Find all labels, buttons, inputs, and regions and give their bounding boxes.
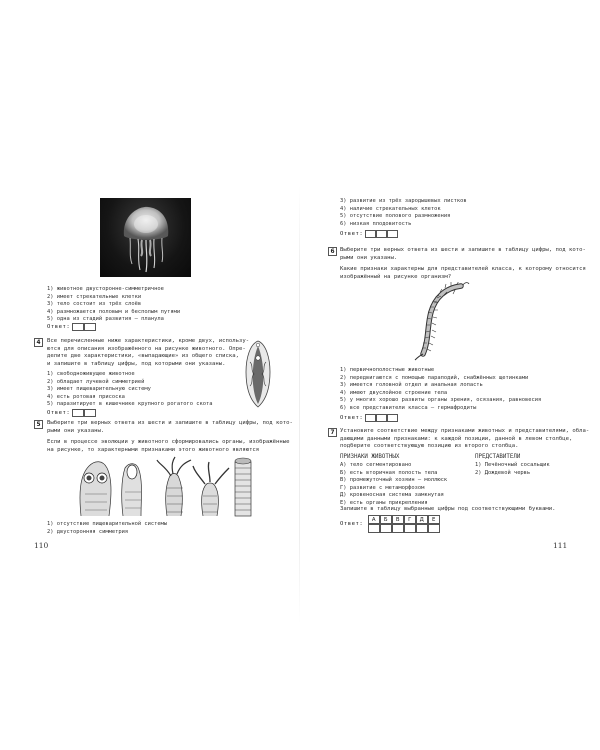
q6-stem-line-2: изображённый на рисунке организм? (340, 273, 452, 280)
q5-option-6: 6) низкая плодовитость (340, 220, 412, 227)
page-number-left: 110 (34, 541, 49, 550)
q7-col-header-d: Д (416, 515, 428, 524)
q6-option-3: 3) имеется головной отдел и анальная лопасть (340, 382, 483, 388)
q7-text (340, 428, 589, 451)
page-number-right: 111 (553, 541, 568, 550)
q4-text-line-2: ются для описания изображённого на рисунке животного. Опре- (47, 345, 246, 352)
q4-option-4: 4) есть ротовая присоска (47, 393, 125, 400)
q5-number: 5 (34, 420, 43, 429)
q4-answer-box-1[interactable] (72, 409, 84, 417)
q3-option-3: 3) тело состоит из трёх слоёв (47, 301, 142, 307)
q5-answer-box-2[interactable] (376, 230, 387, 238)
q5-options (47, 521, 167, 536)
q7-number: 7 (328, 428, 337, 437)
q5-stem (47, 439, 289, 454)
q5-text-line-1: Выберите три верных ответа из шести и запишите в таблицу цифры, под кото- (47, 420, 293, 426)
q7-col-header-v: В (392, 515, 404, 524)
q5-answer-box-1[interactable] (365, 230, 376, 238)
q4-number: 4 (34, 338, 43, 347)
scolex-figure-1 (80, 462, 111, 516)
q4-text-line-4: и запишите в таблицу цифры, под которыми они указаны. (47, 360, 226, 367)
q5-answer-label: Ответ: (340, 231, 364, 237)
q3-option-2: 2) имеет стрекательные клетки (47, 293, 142, 300)
q4-text-line-3: делите две характеристики, «выпадающие» из общего списка, (47, 353, 239, 360)
q7-col-header-b: Б (380, 515, 392, 524)
right-page (300, 0, 600, 750)
q7-feature-e: Е) есть органы прикрепления (340, 499, 428, 506)
q5-stem-line-1: Если в процессе эволюции у животного сформировались органы, изображённые (47, 439, 290, 445)
q7-instruction: Запишите в таблицу выбранные цифры под соответствующими буквами. (340, 506, 556, 512)
q7-col-header-g: Г (404, 515, 416, 524)
q7-answer-cell-b[interactable] (380, 524, 392, 533)
tapeworm-scolex-illustrations (75, 456, 260, 518)
q7-text-line-2: дающими данными признаками: к каждой позиции, данной в левом столбце, (340, 435, 573, 442)
q6-answer-box-2[interactable] (376, 414, 387, 422)
q6-stem (340, 266, 586, 281)
q5-option-4: 4) наличие стрекательных клеток (340, 205, 441, 212)
q4-option-3: 3) имеет пищеварительную систему (47, 386, 151, 392)
q3-answer-box-2[interactable] (84, 323, 96, 331)
scolex-figure-5 (235, 458, 251, 516)
scolex-figure-4 (193, 462, 229, 516)
q6-option-6: 6) все представители класса — гермафродиты (340, 404, 477, 411)
q7-features (340, 462, 447, 507)
q4-answer-box-2[interactable] (84, 409, 96, 417)
q3-option-4: 4) размножается половым и бесполым путями (47, 308, 181, 315)
q5-option-1: 1) отсутствие пищеварительной системы (47, 521, 168, 527)
jellyfish-image (100, 198, 191, 277)
q6-text-line-2: рыми они указаны. (340, 254, 398, 261)
q6-answer (340, 414, 410, 422)
q6-number: 6 (328, 247, 337, 256)
q3-option-5: 5) одна из стадий развития — планула (47, 316, 164, 322)
q6-answer-label: Ответ: (340, 415, 364, 421)
q5-option-2: 2) двусторонняя симметрия (47, 528, 129, 535)
q6-option-1: 1) первичнополостные животные (340, 367, 435, 373)
q7-representative-2: 2) Дождевой червь (475, 469, 531, 476)
q7-text-line-1: Установите соответствие между признаками животных и представителями, обла- (340, 428, 590, 434)
q5-text-line-2: рыми они указаны. (47, 427, 105, 434)
q7-feature-a: А) тело сегментировано (340, 462, 412, 468)
q7-representative-1: 1) Печёночный сосальщик (475, 462, 550, 468)
fluke-illustration (240, 338, 276, 410)
q7-feature-v: В) промежуточный хозяин — моллюск (340, 477, 448, 483)
q4-answer (47, 409, 107, 417)
q7-text-line-3: подберите соответствующую позицию из второго столбца. (340, 443, 519, 450)
q5-option-3: 3) развитие из трёх зародышевых листков (340, 198, 467, 204)
scolex-figure-2 (122, 464, 142, 516)
q7-representatives-header: ПРЕДСТАВИТЕЛИ (475, 454, 521, 460)
q6-option-5: 5) у многих хорошо развиты органы зрения, осязания, равновесия (340, 397, 542, 403)
q7-answer-cell-d[interactable] (416, 524, 428, 533)
q7-representatives (475, 462, 550, 477)
nereis-worm-illustration (405, 282, 475, 362)
q6-answer-box-3[interactable] (387, 414, 398, 422)
q3-answer (47, 323, 107, 331)
q7-answer (340, 515, 500, 535)
jellyfish-photo (100, 198, 191, 277)
q5-continued-options (340, 198, 467, 228)
q7-col-header-a: А (368, 515, 380, 524)
q4-text-line-1: Все перечисленные ниже характеристики, кроме двух, использу- (47, 338, 250, 344)
q7-col-header-e: Е (428, 515, 440, 524)
q4-option-2: 2) обладает лучевой симметрией (47, 378, 145, 385)
q5-option-5: 5) отсутствие полового размножения (340, 213, 451, 219)
q5-answer-box-3[interactable] (387, 230, 398, 238)
q7-answer-cell-e[interactable] (428, 524, 440, 533)
q3-option-1: 1) животное двусторонне-симметричное (47, 286, 164, 292)
q6-options (340, 367, 541, 412)
q3-answer-box-1[interactable] (72, 323, 84, 331)
scolex-figure-3 (157, 457, 191, 516)
q4-option-5: 5) паразитирует в кишечнике крупного рогатого скота (47, 401, 213, 407)
q7-features-header: ПРИЗНАКИ ЖИВОТНЫХ (340, 454, 400, 460)
q4-text (47, 338, 249, 368)
q7-answer-cell-a[interactable] (368, 524, 380, 533)
q4-options (47, 371, 213, 409)
q4-answer-label: Ответ: (47, 410, 71, 416)
q7-answer-cell-v[interactable] (392, 524, 404, 533)
q6-text-line-1: Выберите три верных ответа из шести и запишите в таблицу цифры, под кото- (340, 247, 586, 253)
q5-stem-line-2: на рисунке, то характерными признаками этого животного являются (47, 446, 260, 453)
q7-feature-b: Б) есть вторичная полость тела (340, 469, 438, 476)
q5-answer (340, 230, 410, 238)
q3-answer-label: Ответ: (47, 324, 71, 330)
q7-feature-g: Г) развитие с метаморфозом (340, 484, 425, 491)
q6-answer-box-1[interactable] (365, 414, 376, 422)
q3-options (47, 286, 180, 324)
q4-option-1: 1) свободноживущее животное (47, 371, 135, 377)
q7-answer-cell-g[interactable] (404, 524, 416, 533)
q6-option-4: 4) имеют двуслойное строение тела (340, 389, 448, 396)
q6-option-2: 2) передвигаются с помощью параподий, снабжённых щетинками (340, 374, 529, 381)
q5-text (47, 420, 293, 435)
q6-text (340, 247, 586, 262)
q7-feature-d: Д) кровеносная система замкнутая (340, 492, 444, 498)
q6-stem-line-1: Какие признаки характерны для представителей класса, к которому относится (340, 266, 586, 272)
q7-answer-label: Ответ: (340, 521, 364, 527)
